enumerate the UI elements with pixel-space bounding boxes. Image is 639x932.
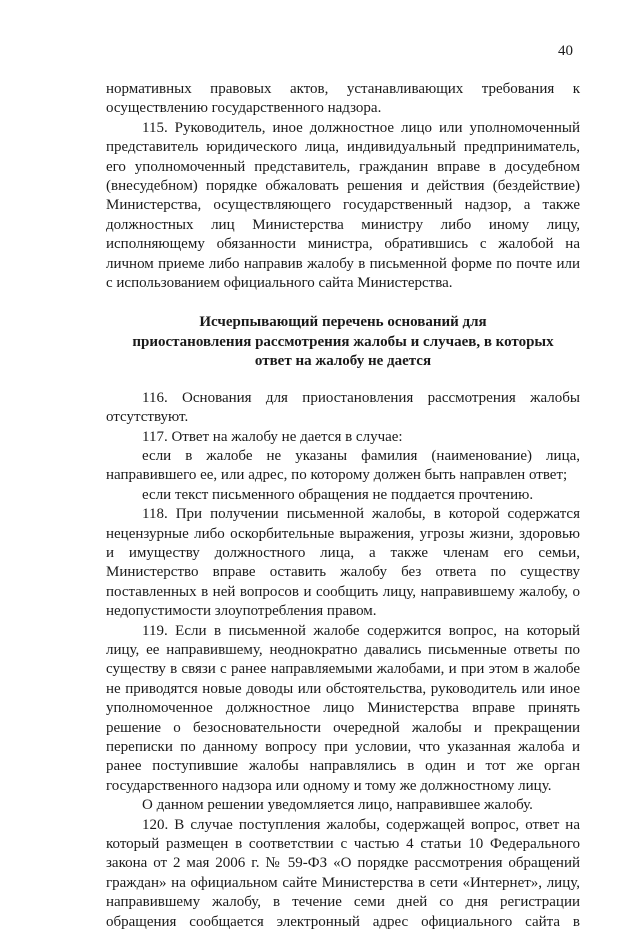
section-heading-line-3: ответ на жалобу не дается [254,353,432,370]
document-body [106,80,580,932]
paragraph-continuation: нормативных правовых актов, устанавливающих требования к осуществлению государственного надзора. [106,81,580,117]
section-heading-line-2: приостановления рассмотрения жалобы и случаев, в которых [132,333,554,350]
page-number: 40 [558,43,573,59]
section-heading [106,313,580,371]
section-heading-line-1: Исчерпывающий перечень оснований для [199,314,487,331]
paragraph-120: 120. В случае поступления жалобы, содержащей вопрос, ответ на который размещен в соответствии с частью 4 статьи 10 Федерального закона от 2 мая 2006 г. № 59-ФЗ «О порядке рассмотрения обращений граждан» на официальном сайте Министерства в сети «Интернет», лицу, направившему жалобу, в течение семи дней со дня регистрации обращения сообщается электронный адрес официального сайта в [106,816,580,930]
paragraph-119-notice: О данном решении уведомляется лицо, направившее жалобу. [142,797,533,814]
paragraph-115: 115. Руководитель, иное должностное лицо или уполномоченный представитель юридического лица, индивидуальный предприниматель, его уполномоченный представитель, гражданин вправе в досудебном (внесудебном) порядке обжаловать решения и действия (бездействие) Министерства, осуществляющего государственный надзор, а также должностных лиц Министерства министру либо иному лицу, исполняющему обязанности министра, обратившись с жалобой на личном приеме либо направив жалобу в письменной форме по почте или с использованием официального сайта Министерства. [106,119,580,292]
paragraph-118: 118. При получении письменной жалобы, в которой содержатся нецензурные либо оскорбительные выражения, угрозы жизни, здоровью и имуществу должностного лица, а также членам его семьи, Министерство вправе оставить жалобу без ответа по существу поставленных в ней вопросов и сообщить лицу, направившему жалобу, о недопустимости злоупотребления правом. [106,506,580,620]
paragraph-117-item-2: если текст письменного обращения не поддается прочтению. [142,486,534,503]
paragraph-116: 116. Основания для приостановления рассмотрения жалобы отсутствуют. [106,389,580,426]
paragraph-117: 117. Ответ на жалобу не дается в случае: [142,428,403,445]
paragraph-117-item-1: если в жалобе не указаны фамилия (наименование) лица, направившего ее, или адрес, по которому должен быть направлен ответ; [106,447,580,484]
paragraph-119: 119. Если в письменной жалобе содержится вопрос, на который лицу, ее направившему, неоднократно давались письменные ответы по существу в связи с ранее направляемыми жалобами, и при этом в жалобе не приводятся новые доводы или обстоятельства, руководитель или иное уполномоченное должностное лицо Министерства вправе принять решение о безосновательности очередной жалобы и прекращении переписки по данному вопросу при условии, что указанная жалоба и ранее поступившие жалобы направлялись в один и тот же орган государственного надзора или одному и тому же должностному лицу. [106,622,580,794]
